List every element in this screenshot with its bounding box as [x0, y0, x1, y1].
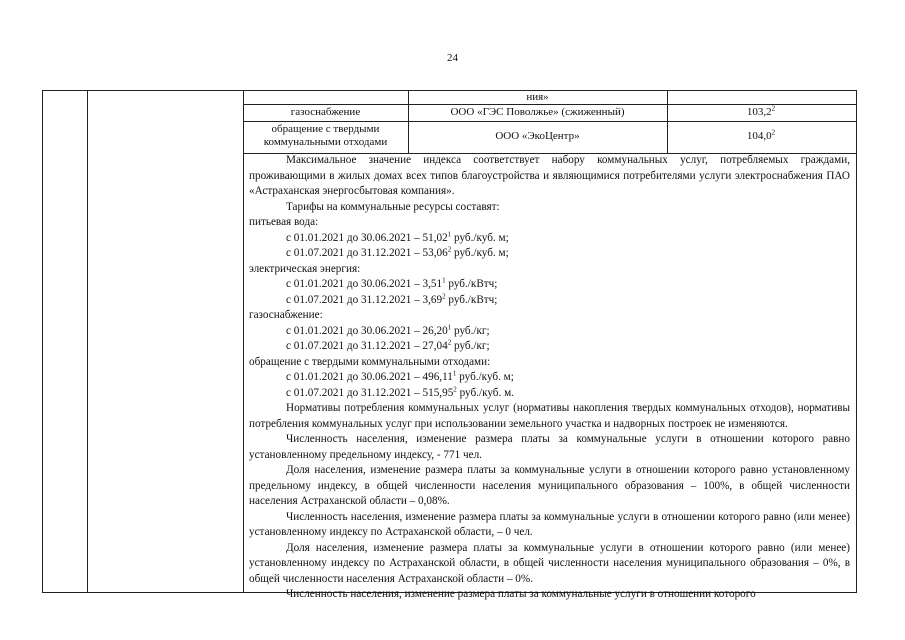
tariff-footnote: 2	[447, 245, 452, 254]
tariff-footnote: 2	[442, 291, 446, 300]
tariff-unit: руб./кг;	[451, 324, 490, 337]
waste-tariff-2	[249, 386, 850, 402]
waste-heading: обращение с твердыми коммунальными отходами:	[249, 355, 491, 368]
water-heading: питьевая вода:	[249, 216, 319, 228]
row-divider-1	[243, 104, 856, 105]
electricity-tariff-1	[249, 277, 850, 293]
paragraph-max-index: Максимальное значение индекса соответствует набору коммунальных услуг, потребляемых граждами, проживающими в жилых домах всех типов благоустройства и являющимися потребителями услуги электроснабжения ПАО «Астраханская энергосбытовая компания».	[249, 154, 850, 197]
provider-cell-gas: ООО «ГЭС Поволжье» (сжиженный)	[450, 106, 625, 118]
tariff-text: с 01.01.2021 до 30.06.2021 – 51,02	[286, 231, 448, 244]
gas-tariff-2	[249, 339, 850, 355]
service-cell-waste	[243, 123, 408, 149]
tariff-footnote: 1	[442, 276, 446, 285]
electricity-heading: электрическая энергия:	[249, 262, 361, 275]
col-divider-2	[243, 90, 244, 592]
tariff-unit: руб./кВтч;	[445, 293, 498, 306]
tariff-footnote: 2	[447, 338, 452, 347]
paragraph-population-3: Численность населения, изменение размера платы за коммунальные услуги в отношении которого	[286, 588, 756, 600]
paragraph-share-1: Доля населения, изменение размера платы за коммунальные услуги в отношении которого равно установленному предельному индексу, в общей численности населения муниципального образования – 100%, в общей численности населения Астраханской области – 0,08%.	[249, 464, 850, 507]
tariff-text: с 01.01.2021 до 30.06.2021 – 26,20	[286, 324, 448, 337]
water-tariff-2	[249, 246, 850, 262]
col-divider-1	[87, 90, 88, 592]
service-cell-gas: газоснабжение	[290, 106, 361, 118]
tariff-footnote: 1	[447, 229, 452, 238]
electricity-tariff-2	[249, 293, 850, 309]
index-value: 103,2	[746, 106, 772, 118]
waste-tariff-1	[249, 370, 850, 386]
tariff-unit: руб./куб. м;	[451, 247, 509, 259]
paragraph-norms: Нормативы потребления коммунальных услуг (нормативы накопления твердых коммунальных отходов), нормативы потребления коммунальных услуг при использовании земельного участка и надворных построек не изменяются.	[249, 402, 850, 430]
tariffs-intro: Тарифы на коммунальные ресурсы составят:	[286, 200, 500, 213]
index-cell-waste	[667, 130, 855, 143]
tariff-text: с 01.07.2021 до 31.12.2021 – 27,04	[286, 340, 448, 352]
provider-cell-waste: ООО «ЭкоЦентр»	[495, 130, 580, 142]
tariff-footnote: 1	[452, 369, 457, 378]
service-line-2: коммунальными отходами	[263, 136, 388, 148]
tariff-text: с 01.01.2021 до 30.06.2021 – 496,11	[286, 371, 453, 383]
index-footnote: 2	[771, 104, 776, 113]
body-text	[249, 153, 850, 603]
row-divider-2	[243, 121, 856, 122]
tariff-text: с 01.07.2021 до 31.12.2021 – 3,69	[286, 293, 443, 306]
service-line-1: обращение с твердыми	[271, 123, 380, 135]
index-cell-gas	[667, 106, 855, 119]
water-tariff-1	[249, 231, 850, 247]
index-value: 104,0	[746, 130, 772, 142]
page-number: 24	[447, 52, 458, 64]
paragraph-population-2: Численность населения, изменение размера платы за коммунальные услуги в отношении которого равно (или менее) установленному индексу по Астраханской области, – 0 чел.	[249, 510, 850, 538]
paragraph-share-2: Доля населения, изменение размера платы за коммунальные услуги в отношении которого равно (или менее) установленному индексу по Астраханской области, в общей численности населения муниципального образования – 0%, в общей численности населения Астраханской области – 0%.	[249, 541, 850, 585]
tariff-text: с 01.07.2021 до 31.12.2021 – 53,06	[286, 247, 448, 259]
paragraph-population-1: Численность населения, изменение размера платы за коммунальные услуги в отношении которого равно установленному предельному индексу, - 771 чел.	[249, 433, 850, 461]
gas-heading: газоснабжение:	[249, 309, 323, 321]
tariff-text: с 01.01.2021 до 30.06.2021 – 3,51	[286, 278, 443, 290]
index-footnote: 2	[771, 128, 776, 137]
tariff-footnote: 2	[453, 384, 457, 393]
gas-tariff-1	[249, 324, 850, 340]
tariff-unit: руб./кВтч;	[445, 278, 498, 290]
provider-cell-fragment: ния»	[526, 91, 549, 103]
tariff-footnote: 1	[447, 322, 452, 331]
tariff-unit: руб./кг;	[451, 340, 490, 352]
tariff-unit: руб./куб. м;	[451, 231, 509, 244]
tariff-unit: руб./куб. м;	[456, 371, 514, 383]
tariff-text: с 01.07.2021 до 31.12.2021 – 515,95	[286, 386, 454, 399]
tariff-unit: руб./куб. м.	[456, 386, 514, 399]
